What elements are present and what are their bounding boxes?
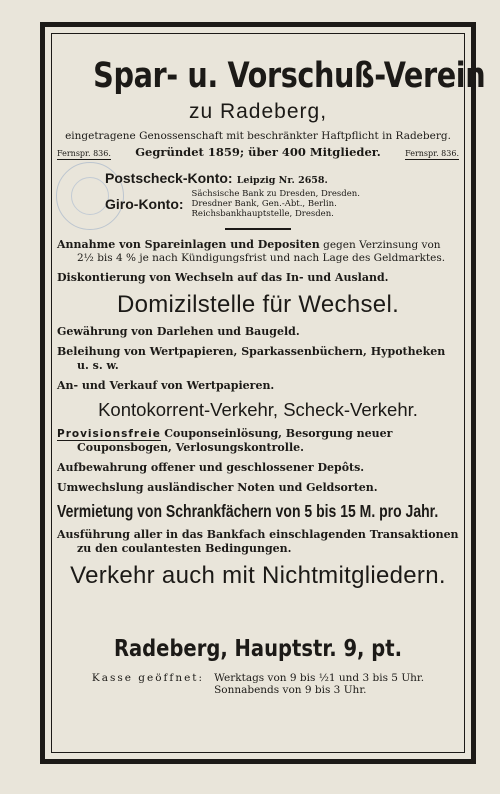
service-exchange bbox=[57, 481, 459, 495]
registration-line: eingetragene Genossenschaft mit beschränkter Haftpflicht in Radeberg. bbox=[65, 130, 451, 142]
service-transactions-text: Ausführung aller in das Bankfach einschlagenden Transaktionen zu den coulantesten Bedingungen. bbox=[57, 528, 459, 555]
service-coupons-text: Couponseinlösung, Besorgung neuer Couponsbogen, Verlosungskontrolle. bbox=[77, 427, 393, 454]
service-lending-text: Beleihung von Wertpapieren, Sparkassenbüchern, Hypotheken u. s. w. bbox=[57, 345, 446, 372]
service-savings-text: gegen Verzinsung von 2½ bis 4 % je nach Kündigungsfrist und nach Lage des Geldmarktes. bbox=[77, 239, 446, 264]
bank-address: Radeberg, Hauptstr. 9, pt. bbox=[113, 636, 403, 662]
service-deposits-text: Aufbewahrung offener und geschlossener Depôts. bbox=[57, 461, 365, 474]
giro-account bbox=[105, 189, 459, 219]
giro-bank: Dresdner Bank, Gen.-Abt., Berlin. bbox=[191, 199, 337, 209]
service-non-members: Verkehr auch mit Nichtmitgliedern. bbox=[70, 562, 446, 589]
service-loans-text: Gewährung von Darlehen und Baugeld. bbox=[57, 325, 300, 338]
service-discount-text: Diskontierung von Wechseln auf das In- und Ausland. bbox=[57, 271, 389, 284]
giro-label: Giro-Konto: bbox=[105, 196, 184, 212]
giro-bank: Reichsbankhauptstelle, Dresden. bbox=[191, 209, 334, 219]
bank-location: zu Radeberg, bbox=[188, 100, 328, 123]
phone-right: Fernspr. 836. bbox=[405, 149, 459, 158]
giro-bank: Sächsische Bank zu Dresden, Dresden. bbox=[191, 189, 360, 199]
service-securities bbox=[57, 379, 459, 393]
founded-info: Gegründet 1859; über 400 Mitglieder. bbox=[135, 145, 381, 159]
service-transactions bbox=[57, 528, 459, 556]
founding-row bbox=[57, 145, 459, 160]
service-discount bbox=[57, 271, 459, 285]
bank-title: Spar- u. Vorschuß-Verein bbox=[93, 56, 486, 96]
service-domicile: Domizilstelle für Wechsel. bbox=[116, 291, 400, 318]
service-loans bbox=[57, 325, 459, 339]
service-deposits bbox=[57, 461, 459, 475]
postscheck-account bbox=[105, 170, 459, 187]
postscheck-label: Postscheck-Konto: bbox=[105, 170, 233, 186]
hours-weekdays: Werktags von 9 bis ½1 und 3 bis 5 Uhr. bbox=[214, 672, 425, 684]
service-coupons bbox=[57, 427, 459, 455]
opening-hours bbox=[57, 672, 459, 696]
service-securities-text: An- und Verkauf von Wertpapieren. bbox=[57, 379, 275, 392]
divider bbox=[225, 228, 291, 230]
service-current-account: Kontokorrent-Verkehr, Scheck-Verkehr. bbox=[98, 399, 418, 420]
opening-hours-times bbox=[214, 672, 424, 696]
service-safe-deposit: Vermietung von Schrankfächern von 5 bis 15 M. pro Jahr. bbox=[57, 501, 439, 521]
phone-left: Fernspr. 836. bbox=[57, 149, 111, 158]
service-savings bbox=[57, 238, 459, 265]
advertisement bbox=[57, 36, 486, 696]
service-exchange-text: Umwechslung ausländischer Noten und Geldsorten. bbox=[57, 481, 378, 494]
hours-saturday: Sonnabends von 9 bis 3 Uhr. bbox=[214, 684, 367, 696]
service-lending bbox=[57, 345, 459, 373]
service-coupons-title: Provisionsfreie bbox=[57, 428, 161, 440]
service-savings-title: Annahme von Spareinlagen und Depositen bbox=[57, 238, 320, 251]
postscheck-value: Leipzig Nr. 2658. bbox=[236, 175, 328, 186]
giro-banks bbox=[192, 189, 360, 219]
opening-hours-label: Kasse geöffnet: bbox=[91, 672, 205, 684]
